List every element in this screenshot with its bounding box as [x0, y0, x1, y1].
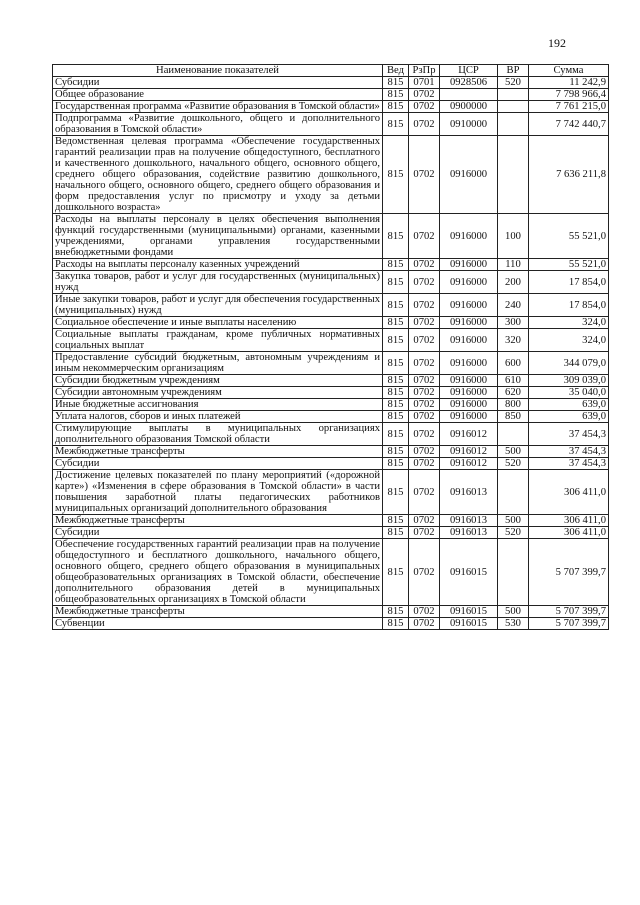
indicator-name: Социальные выплаты гражданам, кроме публичных нормативных социальных выплат — [53, 329, 383, 352]
table-row — [53, 101, 609, 113]
vr-code — [498, 470, 529, 515]
rzpr-code: 0702 — [409, 446, 440, 458]
table-row — [53, 387, 609, 399]
indicator-name: Подпрограмма «Развитие дошкольного, общего и дополнительного образования в Томской области» — [53, 113, 383, 136]
csr-code: 0916013 — [440, 515, 498, 527]
rzpr-code: 0702 — [409, 101, 440, 113]
sum-value: 309 039,0 — [529, 375, 609, 387]
sum-value: 55 521,0 — [529, 214, 609, 259]
indicator-name: Закупка товаров, работ и услуг для государственных (муниципальных) нужд — [53, 271, 383, 294]
ved-code: 815 — [383, 539, 409, 606]
vr-code: 600 — [498, 352, 529, 375]
vr-code: 300 — [498, 317, 529, 329]
vr-code — [498, 136, 529, 214]
csr-code: 0916015 — [440, 618, 498, 630]
table-row — [53, 515, 609, 527]
csr-code: 0916012 — [440, 458, 498, 470]
sum-value: 17 854,0 — [529, 271, 609, 294]
rzpr-code: 0702 — [409, 606, 440, 618]
csr-code: 0916000 — [440, 294, 498, 317]
vr-code: 500 — [498, 446, 529, 458]
ved-code: 815 — [383, 387, 409, 399]
vr-code: 500 — [498, 606, 529, 618]
vr-code: 520 — [498, 77, 529, 89]
indicator-name: Межбюджетные трансферты — [53, 515, 383, 527]
rzpr-code: 0702 — [409, 458, 440, 470]
rzpr-code: 0702 — [409, 89, 440, 101]
sum-value: 7 761 215,0 — [529, 101, 609, 113]
csr-code: 0900000 — [440, 101, 498, 113]
vr-code: 850 — [498, 411, 529, 423]
csr-code: 0916000 — [440, 375, 498, 387]
csr-code: 0928506 — [440, 77, 498, 89]
indicator-name: Расходы на выплаты персоналу в целях обеспечения выполнения функций государственными (муниципальными) органами, казенными учреждениями, органами управления государственными внебюджетными фондами — [53, 214, 383, 259]
table-body — [53, 77, 609, 630]
rzpr-code: 0702 — [409, 136, 440, 214]
ved-code: 815 — [383, 606, 409, 618]
vr-code: 520 — [498, 527, 529, 539]
sum-value: 5 707 399,7 — [529, 606, 609, 618]
table-row — [53, 214, 609, 259]
rzpr-code: 0702 — [409, 352, 440, 375]
indicator-name: Уплата налогов, сборов и иных платежей — [53, 411, 383, 423]
ved-code: 815 — [383, 136, 409, 214]
ved-code: 815 — [383, 294, 409, 317]
sum-value: 37 454,3 — [529, 446, 609, 458]
table-row — [53, 113, 609, 136]
table-row — [53, 375, 609, 387]
sum-value: 306 411,0 — [529, 527, 609, 539]
csr-code: 0916015 — [440, 539, 498, 606]
indicator-name: Межбюджетные трансферты — [53, 446, 383, 458]
indicator-name: Субсидии — [53, 527, 383, 539]
csr-code: 0916000 — [440, 136, 498, 214]
rzpr-code: 0702 — [409, 294, 440, 317]
indicator-name: Субсидии — [53, 77, 383, 89]
sum-value: 55 521,0 — [529, 259, 609, 271]
header-sum: Сумма — [529, 65, 609, 77]
csr-code: 0916000 — [440, 271, 498, 294]
ved-code: 815 — [383, 470, 409, 515]
indicator-name: Ведомственная целевая программа «Обеспечение государственных гарантий реализации прав на получение общедоступного, бесплатного и качественного дошкольного, начального общего, основного общего, среднего общего образования, содействие развитию дошкольного, начального общего, основного общего, среднего общего образования и форм предоставления услуг по присмотру и уходу за детьми дошкольного возраста» — [53, 136, 383, 214]
csr-code: 0916015 — [440, 606, 498, 618]
csr-code — [440, 89, 498, 101]
sum-value: 306 411,0 — [529, 515, 609, 527]
header-vr: ВР — [498, 65, 529, 77]
table-row — [53, 399, 609, 411]
vr-code: 520 — [498, 458, 529, 470]
csr-code: 0916000 — [440, 259, 498, 271]
indicator-name: Иные закупки товаров, работ и услуг для обеспечения государственных (муниципальных) нужд — [53, 294, 383, 317]
rzpr-code: 0702 — [409, 411, 440, 423]
vr-code — [498, 423, 529, 446]
header-name: Наименование показателей — [53, 65, 383, 77]
table-row — [53, 618, 609, 630]
vr-code: 530 — [498, 618, 529, 630]
rzpr-code: 0702 — [409, 113, 440, 136]
rzpr-code: 0701 — [409, 77, 440, 89]
table-row — [53, 259, 609, 271]
header-ved: Вед — [383, 65, 409, 77]
ved-code: 815 — [383, 271, 409, 294]
rzpr-code: 0702 — [409, 399, 440, 411]
rzpr-code: 0702 — [409, 423, 440, 446]
rzpr-code: 0702 — [409, 387, 440, 399]
csr-code: 0916000 — [440, 411, 498, 423]
ved-code: 815 — [383, 259, 409, 271]
ved-code: 815 — [383, 458, 409, 470]
indicator-name: Общее образование — [53, 89, 383, 101]
table-row — [53, 470, 609, 515]
rzpr-code: 0702 — [409, 317, 440, 329]
table-row — [53, 136, 609, 214]
vr-code: 240 — [498, 294, 529, 317]
indicator-name: Стимулирующие выплаты в муниципальных организациях дополнительного образования Томской области — [53, 423, 383, 446]
indicator-name: Обеспечение государственных гарантий реализации прав на получение общедоступного и бесплатного дошкольного, начального общего, основного общего, среднего общего образования в муниципальных общеобразовательных организациях в Томской области, обеспечение дополнительного образования детей в муниципальных общеобразовательных организациях в Томской области — [53, 539, 383, 606]
ved-code: 815 — [383, 527, 409, 539]
vr-code: 610 — [498, 375, 529, 387]
vr-code: 320 — [498, 329, 529, 352]
vr-code — [498, 89, 529, 101]
table-row — [53, 352, 609, 375]
sum-value: 639,0 — [529, 399, 609, 411]
sum-value: 639,0 — [529, 411, 609, 423]
header-csr: ЦСР — [440, 65, 498, 77]
sum-value: 324,0 — [529, 329, 609, 352]
table-row — [53, 606, 609, 618]
ved-code: 815 — [383, 352, 409, 375]
sum-value: 7 742 440,7 — [529, 113, 609, 136]
ved-code: 815 — [383, 77, 409, 89]
ved-code: 815 — [383, 446, 409, 458]
rzpr-code: 0702 — [409, 375, 440, 387]
rzpr-code: 0702 — [409, 470, 440, 515]
csr-code: 0916013 — [440, 470, 498, 515]
budget-table — [52, 64, 609, 630]
sum-value: 5 707 399,7 — [529, 618, 609, 630]
vr-code: 110 — [498, 259, 529, 271]
table-row — [53, 527, 609, 539]
indicator-name: Социальное обеспечение и иные выплаты населению — [53, 317, 383, 329]
rzpr-code: 0702 — [409, 527, 440, 539]
table-header-row — [53, 65, 609, 77]
ved-code: 815 — [383, 101, 409, 113]
vr-code — [498, 101, 529, 113]
sum-value: 324,0 — [529, 317, 609, 329]
ved-code: 815 — [383, 113, 409, 136]
ved-code: 815 — [383, 89, 409, 101]
ved-code: 815 — [383, 317, 409, 329]
csr-code: 0916000 — [440, 214, 498, 259]
sum-value: 7 798 966,4 — [529, 89, 609, 101]
table-row — [53, 89, 609, 101]
indicator-name: Иные бюджетные ассигнования — [53, 399, 383, 411]
indicator-name: Государственная программа «Развитие образования в Томской области» — [53, 101, 383, 113]
table-row — [53, 458, 609, 470]
rzpr-code: 0702 — [409, 329, 440, 352]
table-row — [53, 329, 609, 352]
sum-value: 17 854,0 — [529, 294, 609, 317]
indicator-name: Субсидии автономным учреждениям — [53, 387, 383, 399]
rzpr-code: 0702 — [409, 618, 440, 630]
vr-code — [498, 539, 529, 606]
indicator-name: Субсидии — [53, 458, 383, 470]
vr-code: 100 — [498, 214, 529, 259]
vr-code: 620 — [498, 387, 529, 399]
sum-value: 5 707 399,7 — [529, 539, 609, 606]
indicator-name: Субсидии бюджетным учреждениям — [53, 375, 383, 387]
ved-code: 815 — [383, 214, 409, 259]
sum-value: 37 454,3 — [529, 458, 609, 470]
sum-value: 7 636 211,8 — [529, 136, 609, 214]
sum-value: 11 242,9 — [529, 77, 609, 89]
indicator-name: Субвенции — [53, 618, 383, 630]
table-row — [53, 294, 609, 317]
indicator-name: Достижение целевых показателей по плану мероприятий («дорожной карте») «Изменения в сфере образования в Томской области» в части повышения заработной платы педагогических работников муниципальных организаций дополнительного образования — [53, 470, 383, 515]
sum-value: 35 040,0 — [529, 387, 609, 399]
csr-code: 0910000 — [440, 113, 498, 136]
table-row — [53, 411, 609, 423]
ved-code: 815 — [383, 375, 409, 387]
rzpr-code: 0702 — [409, 271, 440, 294]
csr-code: 0916000 — [440, 399, 498, 411]
rzpr-code: 0702 — [409, 515, 440, 527]
vr-code: 800 — [498, 399, 529, 411]
rzpr-code: 0702 — [409, 539, 440, 606]
rzpr-code: 0702 — [409, 214, 440, 259]
table-row — [53, 446, 609, 458]
vr-code: 200 — [498, 271, 529, 294]
csr-code: 0916000 — [440, 329, 498, 352]
csr-code: 0916000 — [440, 352, 498, 375]
page-number: 192 — [548, 36, 566, 50]
ved-code: 815 — [383, 515, 409, 527]
rzpr-code: 0702 — [409, 259, 440, 271]
sum-value: 37 454,3 — [529, 423, 609, 446]
sum-value: 344 079,0 — [529, 352, 609, 375]
table-row — [53, 317, 609, 329]
ved-code: 815 — [383, 423, 409, 446]
csr-code: 0916012 — [440, 423, 498, 446]
ved-code: 815 — [383, 411, 409, 423]
csr-code: 0916000 — [440, 317, 498, 329]
sum-value: 306 411,0 — [529, 470, 609, 515]
indicator-name: Межбюджетные трансферты — [53, 606, 383, 618]
indicator-name: Расходы на выплаты персоналу казенных учреждений — [53, 259, 383, 271]
indicator-name: Предоставление субсидий бюджетным, автономным учреждениям и иным некоммерческим организациям — [53, 352, 383, 375]
vr-code: 500 — [498, 515, 529, 527]
table-row — [53, 271, 609, 294]
table-row — [53, 423, 609, 446]
ved-code: 815 — [383, 399, 409, 411]
table-row — [53, 77, 609, 89]
csr-code: 0916000 — [440, 387, 498, 399]
vr-code — [498, 113, 529, 136]
csr-code: 0916013 — [440, 527, 498, 539]
header-rzpr: РзПр — [409, 65, 440, 77]
ved-code: 815 — [383, 329, 409, 352]
ved-code: 815 — [383, 618, 409, 630]
csr-code: 0916012 — [440, 446, 498, 458]
table-row — [53, 539, 609, 606]
